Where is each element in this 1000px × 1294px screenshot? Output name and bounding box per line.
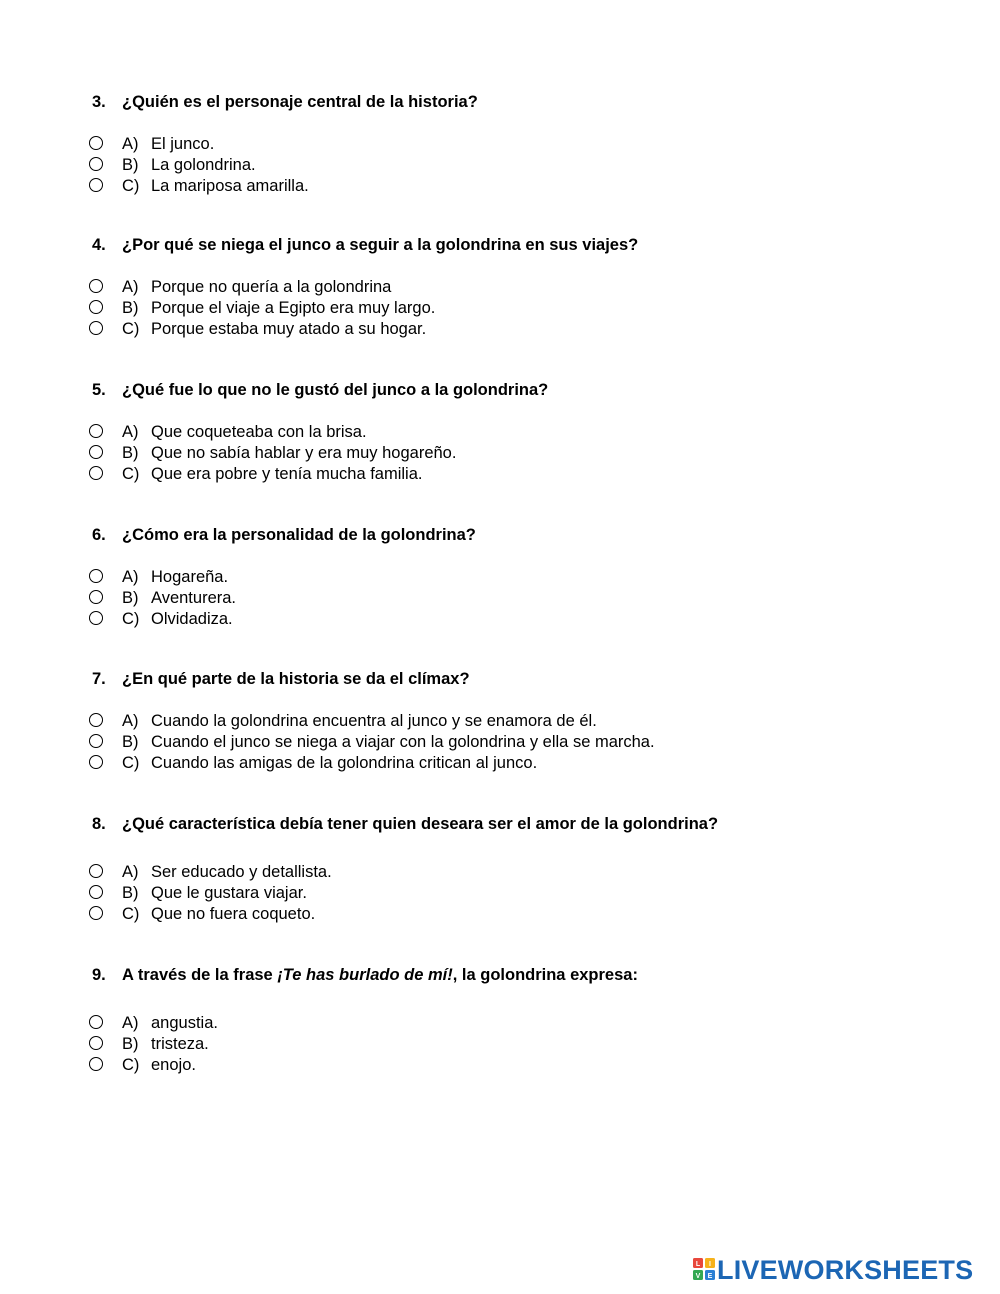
- option-letter: A): [122, 135, 139, 153]
- quoted-phrase: ¡Te has burlado de mí!: [277, 966, 453, 984]
- option-text: tristeza.: [151, 1035, 209, 1053]
- option-text: Que no sabía hablar y era muy hogareño.: [151, 444, 457, 462]
- radio-button[interactable]: [89, 445, 103, 459]
- option-text: Porque no quería a la golondrina: [151, 278, 392, 296]
- question-text-before: A través de la frase: [122, 966, 278, 984]
- question-number: 9.: [92, 966, 106, 984]
- radio-button[interactable]: [89, 178, 103, 192]
- option-letter: C): [122, 465, 140, 483]
- radio-button[interactable]: [89, 755, 103, 769]
- question-text: ¿Qué fue lo que no le gustó del junco a la golondrina?: [122, 381, 549, 399]
- radio-button[interactable]: [89, 300, 103, 314]
- radio-button[interactable]: [89, 906, 103, 920]
- radio-button[interactable]: [89, 136, 103, 150]
- option-letter: B): [122, 589, 139, 607]
- option-c[interactable]: [0, 754, 900, 774]
- radio-button[interactable]: [89, 466, 103, 480]
- option-a[interactable]: [0, 568, 900, 588]
- radio-button[interactable]: [89, 157, 103, 171]
- option-letter: C): [122, 177, 140, 195]
- option-a[interactable]: [0, 712, 900, 732]
- option-b[interactable]: [0, 733, 900, 753]
- question-text: [122, 966, 638, 985]
- option-text: Porque estaba muy atado a su hogar.: [151, 320, 427, 338]
- svg-text:I: I: [709, 1261, 711, 1268]
- option-letter: B): [122, 1035, 139, 1053]
- radio-button[interactable]: [89, 864, 103, 878]
- option-letter: A): [122, 568, 139, 586]
- option-b[interactable]: [0, 299, 900, 319]
- option-text: angustia.: [151, 1014, 218, 1032]
- option-text: Que era pobre y tenía mucha familia.: [151, 465, 423, 483]
- option-letter: B): [122, 733, 139, 751]
- svg-text:E: E: [707, 1273, 713, 1280]
- radio-button[interactable]: [89, 713, 103, 727]
- liveworksheets-logo: [693, 1255, 993, 1285]
- option-c[interactable]: [0, 320, 900, 340]
- radio-button[interactable]: [89, 569, 103, 583]
- option-a[interactable]: [0, 863, 900, 883]
- radio-button[interactable]: [89, 279, 103, 293]
- option-letter: C): [122, 610, 140, 628]
- question-text: ¿Cómo era la personalidad de la golondrina?: [122, 526, 476, 544]
- option-text: Hogareña.: [151, 568, 229, 586]
- radio-button[interactable]: [89, 734, 103, 748]
- radio-button[interactable]: [89, 424, 103, 438]
- option-a[interactable]: [0, 1014, 900, 1034]
- radio-button[interactable]: [89, 1057, 103, 1071]
- option-letter: B): [122, 156, 139, 174]
- option-text: La mariposa amarilla.: [151, 177, 309, 195]
- option-a[interactable]: [0, 423, 900, 443]
- option-text: Ser educado y detallista.: [151, 863, 332, 881]
- option-text: Cuando la golondrina encuentra al junco y se enamora de él.: [151, 712, 597, 730]
- option-text: La golondrina.: [151, 156, 256, 174]
- option-c[interactable]: [0, 1056, 900, 1076]
- option-b[interactable]: [0, 1035, 900, 1055]
- option-letter: C): [122, 1056, 140, 1074]
- option-text: Aventurera.: [151, 589, 236, 607]
- option-b[interactable]: [0, 589, 900, 609]
- option-text: enojo.: [151, 1056, 196, 1074]
- option-text: Que no fuera coqueto.: [151, 905, 316, 923]
- radio-button[interactable]: [89, 590, 103, 604]
- option-letter: B): [122, 884, 139, 902]
- option-letter: A): [122, 863, 139, 881]
- question-number: 4.: [92, 236, 106, 254]
- option-letter: C): [122, 320, 140, 338]
- radio-button[interactable]: [89, 885, 103, 899]
- option-a[interactable]: [0, 278, 900, 298]
- question-number: 6.: [92, 526, 106, 544]
- question-text: ¿Quién es el personaje central de la historia?: [122, 93, 478, 111]
- svg-text:L: L: [695, 1261, 701, 1268]
- option-text: Cuando las amigas de la golondrina critican al junco.: [151, 754, 538, 772]
- question-number: 8.: [92, 815, 106, 833]
- radio-button[interactable]: [89, 321, 103, 335]
- option-c[interactable]: [0, 465, 900, 485]
- option-c[interactable]: [0, 177, 900, 197]
- question-number: 3.: [92, 93, 106, 111]
- live-blocks-icon: [693, 1258, 715, 1280]
- logo-text: LIVEWORKSHEETS: [717, 1255, 974, 1285]
- option-b[interactable]: [0, 444, 900, 464]
- option-letter: A): [122, 1014, 139, 1032]
- option-text: El junco.: [151, 135, 215, 153]
- option-text: Que le gustara viajar.: [151, 884, 307, 902]
- radio-button[interactable]: [89, 1015, 103, 1029]
- option-letter: A): [122, 712, 139, 730]
- question-text-after: , la golondrina expresa:: [452, 966, 638, 984]
- option-b[interactable]: [0, 156, 900, 176]
- radio-button[interactable]: [89, 611, 103, 625]
- option-letter: C): [122, 754, 140, 772]
- radio-button[interactable]: [89, 1036, 103, 1050]
- option-letter: A): [122, 423, 139, 441]
- question-text: ¿Qué característica debía tener quien deseara ser el amor de la golondrina?: [122, 815, 719, 833]
- option-letter: C): [122, 905, 140, 923]
- question-number: 7.: [92, 670, 106, 688]
- option-a[interactable]: [0, 135, 900, 155]
- option-letter: A): [122, 278, 139, 296]
- option-c[interactable]: [0, 610, 900, 630]
- option-text: Porque el viaje a Egipto era muy largo.: [151, 299, 436, 317]
- option-text: Que coqueteaba con la brisa.: [151, 423, 367, 441]
- question-text: ¿En qué parte de la historia se da el clímax?: [122, 670, 470, 688]
- svg-text:V: V: [695, 1273, 701, 1280]
- option-letter: B): [122, 444, 139, 462]
- option-b[interactable]: [0, 884, 900, 904]
- question-number: 5.: [92, 381, 106, 399]
- option-c[interactable]: [0, 905, 900, 925]
- option-text: Olvidadiza.: [151, 610, 233, 628]
- option-letter: B): [122, 299, 139, 317]
- question-text: ¿Por qué se niega el junco a seguir a la golondrina en sus viajes?: [122, 236, 639, 254]
- option-text: Cuando el junco se niega a viajar con la golondrina y ella se marcha.: [151, 733, 655, 751]
